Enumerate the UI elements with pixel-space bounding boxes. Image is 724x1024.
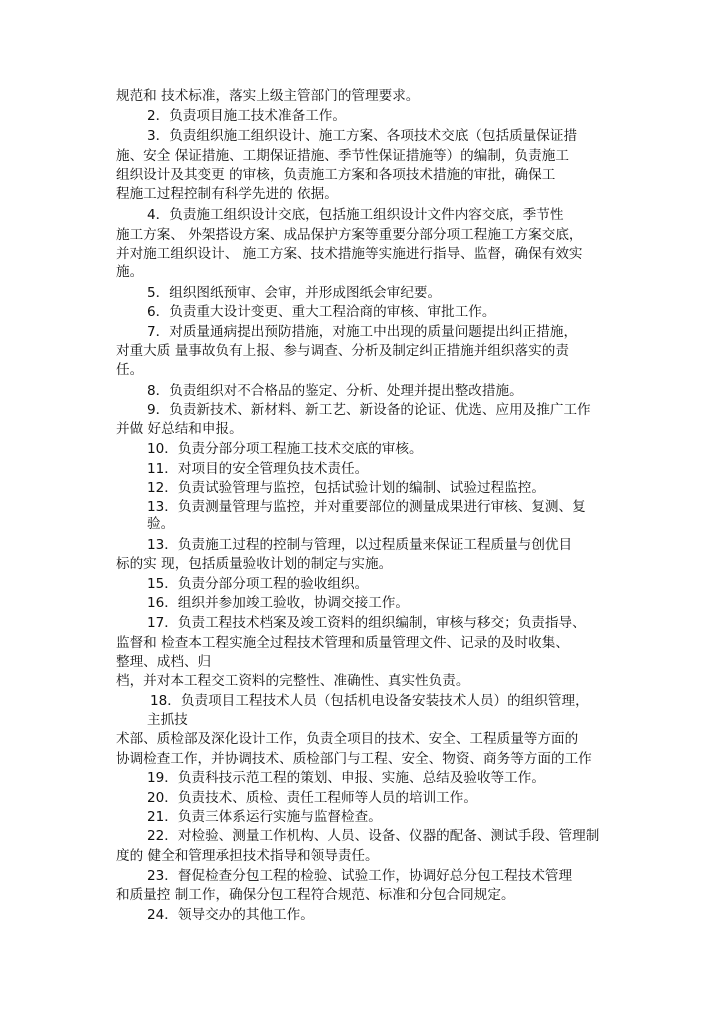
text-line: 主抓技 — [147, 712, 188, 728]
text-line: 10．负责分部分项工程施工技术交底的审核。 — [147, 441, 423, 457]
text-line: 3．负责组织施工组织设计、施工方案、各项技术交底（包括质量保证措 — [147, 128, 578, 144]
text-line: 度的 健全和管理承担技术指导和领导责任。 — [116, 848, 379, 864]
text-line: 施。 — [116, 264, 144, 280]
text-line: 对重大质 量事故负有上报、参与调查、分析及制定纠正措施并组织落实的责 — [116, 343, 569, 359]
text-line: 7．对质量通病提出预防措施，对施工中出现的质量问题提出纠正措施， — [147, 324, 578, 340]
text-line: 术部、质检部及深化设计工作，负责全项目的技术、安全、工程质量等方面的 — [116, 731, 579, 747]
text-line: 18．负责项目工程技术人员（包括机电设备安装技术人员）的组织管理， — [150, 693, 589, 709]
text-line: 15．负责分部分项工程的验收组织。 — [147, 576, 369, 592]
text-line: 19．负责科技示范工程的策划、申报、实施、总结及验收等工作。 — [147, 770, 545, 786]
text-line: 4．负责施工组织设计交底，包括施工组织设计文件内容交底，季节性 — [147, 207, 564, 223]
text-line: 验。 — [147, 516, 175, 532]
text-line: 程施工过程控制有科学先进的 依据。 — [116, 186, 338, 202]
text-line: 6．负责重大设计变更、重大工程洽商的审核、审批工作。 — [147, 304, 496, 320]
text-line: 并做 好总结和申报。 — [116, 421, 243, 437]
text-line: 整理、成档、归 — [116, 654, 212, 670]
text-line: 标的实 现，包括质量验收计划的制定与实施。 — [116, 556, 393, 572]
text-line: 16．组织并参加竣工验收，协调交接工作。 — [147, 595, 409, 611]
text-line: 任。 — [116, 362, 144, 378]
text-line: 档，并对本工程交工资料的完整性、准确性、真实性负责。 — [116, 673, 470, 689]
text-line: 2．负责项目施工技术准备工作。 — [147, 108, 346, 124]
text-line: 协调检查工作，并协调技术、质检部门与工程、安全、物资、商务等方面的工作 — [116, 751, 592, 767]
text-line: 24．领导交办的其他工作。 — [147, 907, 314, 923]
text-line: 5．组织图纸预审、会审，并形成图纸会审纪要。 — [147, 285, 442, 301]
text-line: 17．负责工程技术档案及竣工资料的组织编制，审核与移交；负责指导、 — [147, 615, 586, 631]
text-line: 23．督促检查分包工程的检验、试验工作，协调好总分包工程技术管理 — [147, 868, 573, 884]
text-line: 并对施工组织设计、 施工方案、技术措施等实施进行指导、监督，确保有效实 — [116, 246, 583, 262]
text-line: 22．对检验、测量工作机构、人员、设备、仪器的配备、测试手段、管理制 — [147, 828, 600, 844]
text-line: 12．负责试验管理与监控，包括试验计划的编制、试验过程监控。 — [147, 480, 545, 496]
text-line: 施工方案、 外架搭设方案、成品保护方案等重要分部分项工程施工方案交底， — [116, 227, 583, 243]
text-line: 11．对项目的安全管理负技术责任。 — [147, 461, 369, 477]
text-line: 组织设计及其变更 的审核，负责施工方案和各项技术措施的审批，确保工 — [116, 167, 556, 183]
text-line: 规范和 技术标准，落实上级主管部门的管理要求。 — [116, 88, 420, 104]
text-line: 监督和 检查本工程实施全过程技术管理和质量管理文件、记录的及时收集、 — [116, 635, 569, 651]
text-line: 施、安全 保证措施、工期保证措施、季节性保证措施等）的编制，负责施工 — [116, 148, 569, 164]
text-line: 9．负责新技术、新材料、新工艺、新设备的论证、优选、应用及推广工作 — [147, 402, 591, 418]
text-line: 21．负责三体系运行实施与监督检查。 — [147, 809, 382, 825]
text-line: 8．负责组织对不合格品的鉴定、分析、处理并提出整改措施。 — [147, 383, 523, 399]
text-line: 13．负责施工过程的控制与管理，以过程质量来保证工程质量与创优目 — [147, 537, 573, 553]
text-line: 和质量控 制工作，确保分包工程符合规范、标准和分包合同规定。 — [116, 887, 515, 903]
text-line: 13．负责测量管理与监控，并对重要部位的测量成果进行审核、复测、复 — [147, 499, 586, 515]
text-line: 20．负责技术、质检、责任工程师等人员的培训工作。 — [147, 790, 477, 806]
